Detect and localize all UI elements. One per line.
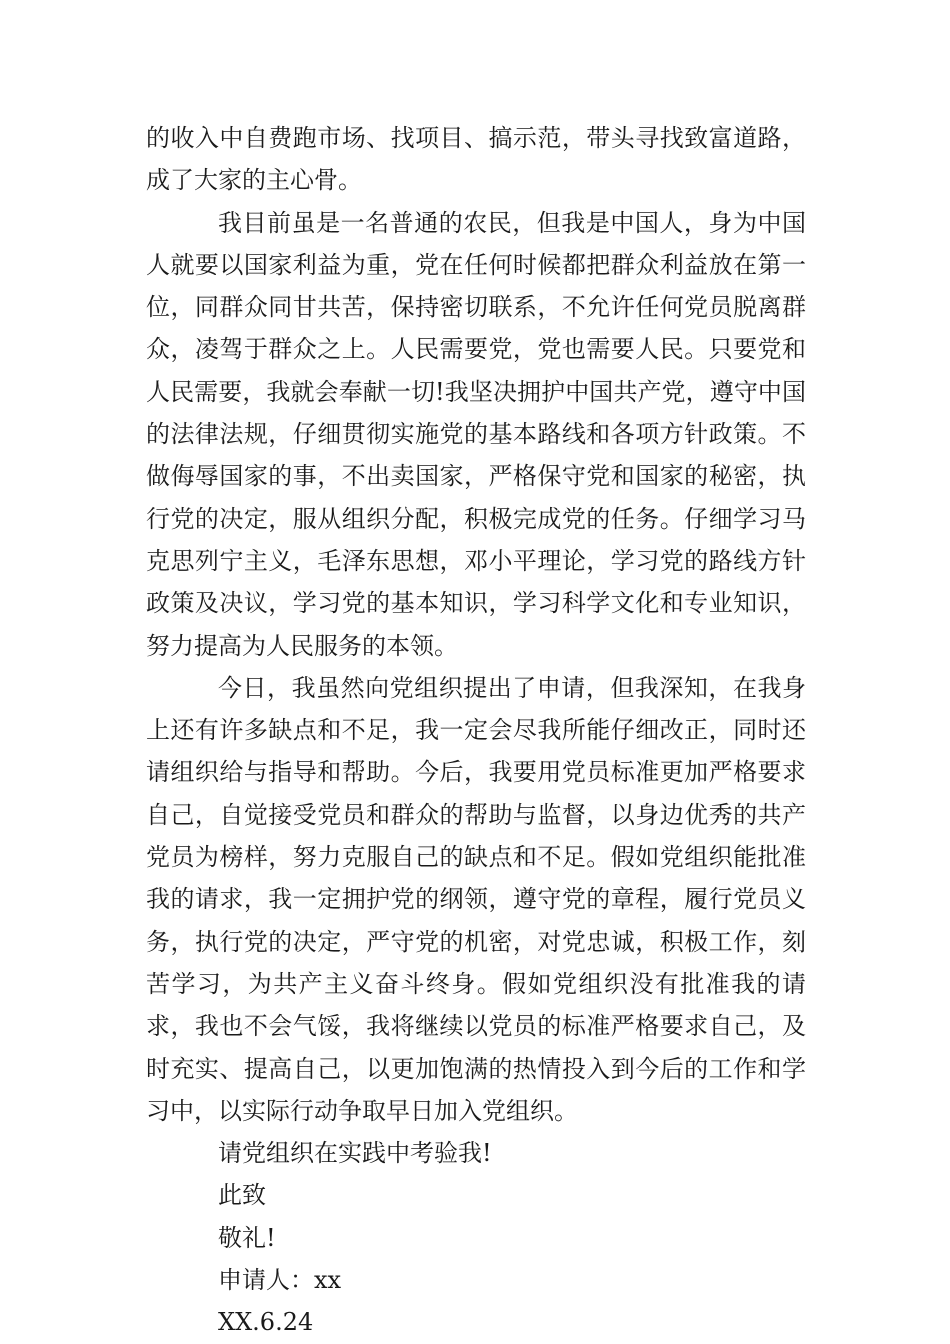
document-body [146, 117, 806, 1344]
application-date: XX.6.24 [218, 1308, 314, 1337]
closing-salutation-2: 敬礼! [218, 1223, 276, 1252]
paragraph-continuation: 的收入中自费跑市场、找项目、搞示范，带头寻找致富道路，成了大家的主心骨。 [146, 124, 806, 195]
paragraph-commitment: 今日，我虽然向党组织提出了申请，但我深知，在我身上还有许多缺点和不足，我一定会尽我所能仔细改正，同时还请组织给与指导和帮助。今后，我要用党员标准更加严格要求自己，自觉接受党员和群众的帮助与监督，以身边优秀的共产党员为榜样，努力克服自己的缺点和不足。假如党组织能批准我的请求，我一定拥护党的纲领，遵守党的章程，履行党员义务，执行党的决定，严守党的机密，对党忠诚，积极工作，刻苦学习，为共产主义奋斗终身。假如党组织没有批准我的请求，我也不会气馁，我将继续以党员的标准严格要求自己，及时充实、提高自己，以更加饱满的热情投入到今后的工作和学习中，以实际行动争取早日加入党组织。 [146, 673, 806, 1125]
applicant-signature: 申请人：xx [218, 1266, 342, 1295]
paragraph-identity: 我目前虽是一名普通的农民，但我是中国人，身为中国人就要以国家利益为重，党在任何时候都把群众利益放在第一位，同群众同甘共苦，保持密切联系，不允许任何党员脱离群众，凌驾于群众之上。人民需要党，党也需要人民。只要党和人民需要，我就会奉献一切!我坚决拥护中国共产党，遵守中国的法律法规，仔细贯彻实施党的基本路线和各项方针政策。不做侮辱国家的事，不出卖国家，严格保守党和国家的秘密，执行党的决定，服从组织分配，积极完成党的任务。仔细学习马克思列宁主义，毛泽东思想，邓小平理论，学习党的路线方针政策及决议，学习党的基本知识，学习科学文化和专业知识，努力提高为人民服务的本领。 [146, 208, 806, 660]
closing-salutation-1: 此致 [218, 1181, 266, 1210]
closing-request: 请党组织在实践中考验我! [218, 1139, 492, 1168]
